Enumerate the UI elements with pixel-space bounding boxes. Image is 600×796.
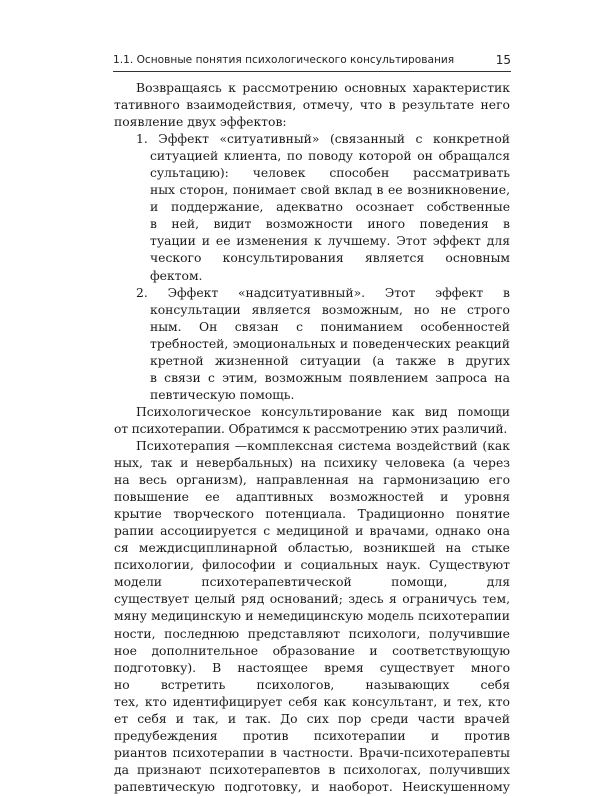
text-line: тех, кто идентифицирует себя как консультант, и тех, кто — [114, 694, 510, 709]
page-number: 15 — [495, 53, 511, 67]
text-line: модели психотерапевтической помощи, для — [114, 575, 510, 590]
list-item-line: туации и ее изменения к лучшему. Этот эффект для — [150, 234, 510, 249]
text-line: ет себя и так, и так. До сих пор среди части врачей — [114, 711, 510, 726]
list-item-line: и поддержание, адекватно осознает собственные — [150, 200, 510, 215]
text-line: повышение ее адаптивных возможностей и уровня — [114, 490, 510, 505]
text-line: появление двух эффектов: — [114, 115, 287, 130]
list-item-line: ным. Он связан с пониманием особенностей — [150, 319, 510, 334]
list-item-line: ных сторон, понимает свой вклад в ее возникновение, — [150, 183, 510, 198]
text-line: подготовку). В настоящее время существует много — [114, 660, 510, 675]
text-line: рапевтическую подготовку, и наоборот. Неискушенному — [114, 779, 510, 794]
list-item-line: консультации является возможным, но не строго — [150, 302, 510, 317]
text-line: Возвращаясь к рассмотрению основных характеристик — [136, 81, 510, 95]
text-line: да признают психотерапевтов в психологах, получивших — [114, 762, 510, 777]
text-line: от психотерапии. Обратимся к рассмотрению этих различий. — [114, 421, 508, 436]
text-line: мяну медицинскую и немедицинскую модель психотерапии — [114, 609, 510, 624]
list-item-line: 2. Эффект «надситуативный». Этот эффект в — [136, 285, 510, 300]
text-line: тативного взаимодействия, отмечу, что в результате него — [114, 98, 510, 113]
text-line: но встретить психологов, называющих себя — [114, 677, 510, 692]
text-line: на весь организм), направленная на гармонизацию его — [114, 473, 510, 488]
text-line: ное дополнительное образование и соответствующую — [114, 643, 510, 658]
text-line: ных, так и невербальных) на психику человека (а через — [114, 456, 510, 471]
running-header — [113, 53, 511, 73]
list-item-line: кретной жизненной ситуации (а также в других — [150, 353, 510, 368]
list-item-line: в ней, видит возможности иного поведения в — [150, 217, 510, 232]
text-line: риантов психотерапии в частности. Врачи-психотерапевты — [114, 745, 510, 760]
body-text — [114, 80, 510, 796]
list-item-line: фектом. — [150, 268, 203, 283]
list-item-line: певтическую помощь. — [150, 387, 295, 402]
text-line: крытие творческого потенциала. Традиционно понятие — [114, 507, 510, 522]
list-item-line: сультацию): человек способен рассматривать — [150, 166, 510, 181]
list-item-line: ситуацией клиента, по поводу которой он обращался — [150, 149, 510, 164]
text-line: ся междисциплинарной областью, возникшей на стыке — [114, 541, 510, 556]
text-line: предубеждения против психотерапии и против — [114, 728, 510, 743]
header-rule — [113, 71, 511, 72]
text-line: рапии ассоциируется с медициной и врачами, однако она — [114, 524, 510, 539]
text-line: ности, последнюю представляют психологи, получившие — [114, 626, 510, 641]
text-line: существует целый ряд оснований; здесь я ограничусь тем, — [114, 592, 510, 607]
list-item-line: 1. Эффект «ситуативный» (связанный с конкретной — [136, 132, 510, 147]
text-line: психологии, философии и социальных наук. Существуют — [114, 558, 510, 573]
header-title: 1.1. Основные понятия психологического консультирования — [113, 54, 455, 66]
list-item-line: требностей, эмоциональных и поведенческих реакций — [150, 336, 510, 351]
text-line: Психотерапия —комплексная система воздействий (как — [136, 438, 510, 453]
list-item-line: в связи с этим, возможным появлением запроса на — [150, 370, 510, 385]
text-line: Психологическое консультирование как вид помощи — [136, 404, 510, 419]
list-item-line: ческого консультирования является основным — [150, 251, 510, 266]
